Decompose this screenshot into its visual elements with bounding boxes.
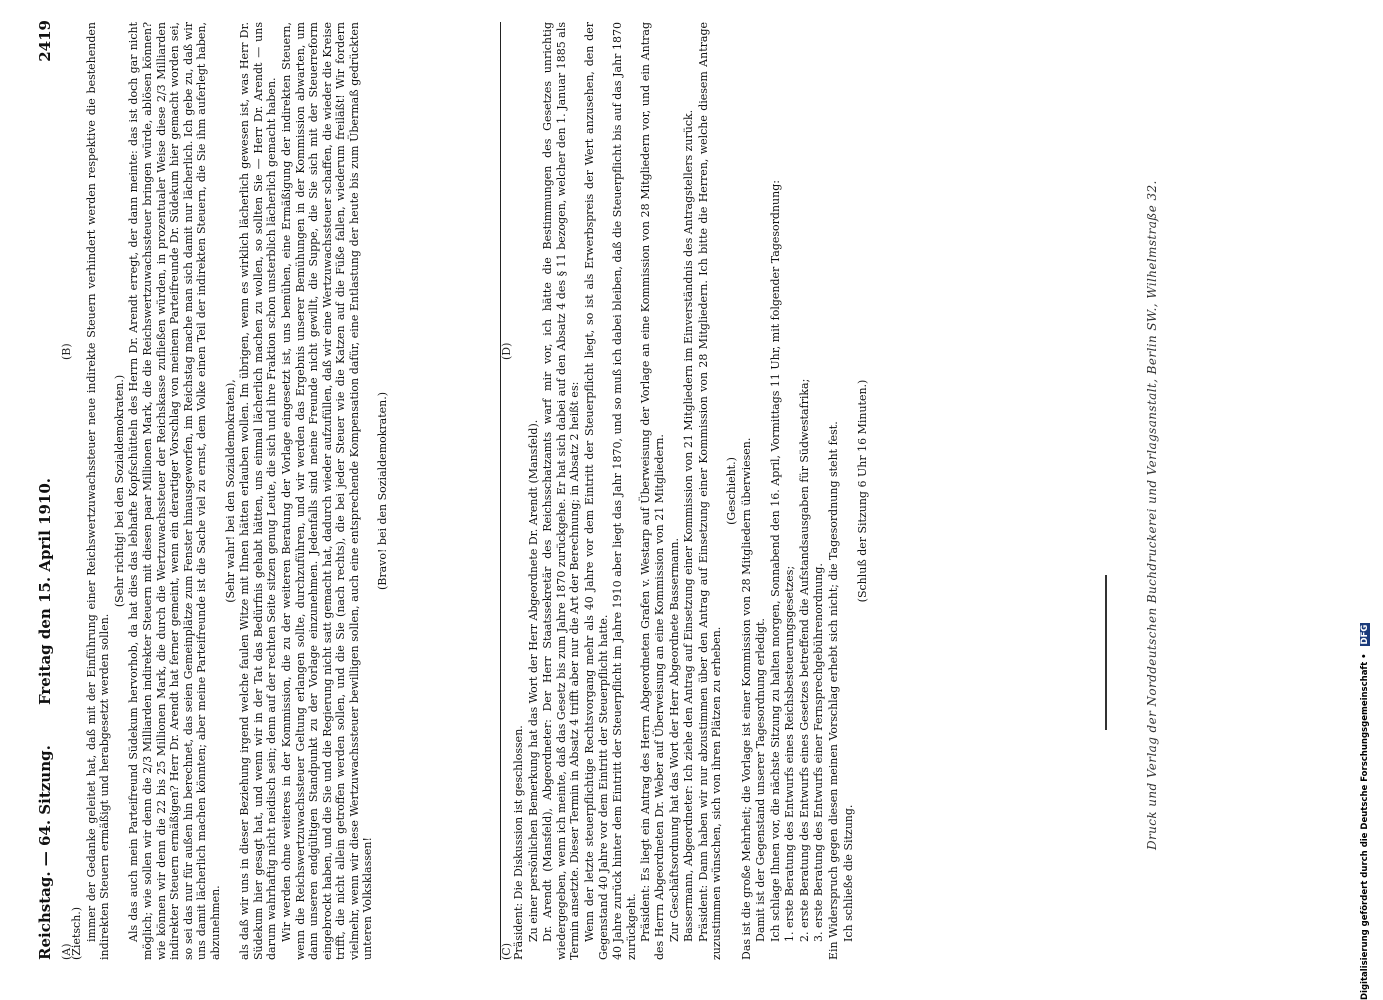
separator-rule bbox=[1105, 575, 1107, 730]
paragraph: Ich schlage Ihnen vor, die nächste Sitzung zu halten morgen, Sonnabend den 16. April, Vormittags 11 Uhr, mit folgender Tagesordnung: bbox=[768, 180, 782, 942]
margin-mark-d: (D) bbox=[500, 342, 513, 360]
paragraph: Zu einer persönlichen Bemerkung hat das Wort der Herr Abgeordnete Dr. Arendt (Mansfeld). bbox=[526, 419, 540, 942]
digitization-credit bbox=[1360, 0, 1370, 1000]
paragraph: Ich schließe die Sitzung. bbox=[841, 804, 855, 942]
paragraph: Zur Geschäftsordnung hat das Wort der Herr Abgeordnete Bassermann. bbox=[667, 538, 681, 942]
left-column bbox=[70, 22, 490, 960]
dfg-logo: DFG bbox=[1360, 624, 1370, 645]
column-divider bbox=[500, 22, 501, 960]
interjection: (Geschieht.) bbox=[724, 457, 738, 525]
header-date: Freitag den 15. April 1910. bbox=[36, 478, 54, 705]
paragraph: immer der Gedanke geleitet hat, daß mit der Einführung einer Reichswertzuwachssteuer neue indirekte Steuern verhindert werden respektive die bestehenden indirekten Steuern ermäßigt und herabgesetzt werden sollen. bbox=[84, 22, 112, 960]
paragraph: Präsident: Die Diskussion ist geschlossen. bbox=[512, 725, 525, 960]
agenda-item: 2. erste Beratung des Entwurfs eines Gesetzes betreffend die Aufstandsausgaben für Südwestafrika; bbox=[797, 378, 811, 942]
paragraph: Präsident: Es liegt ein Antrag des Herrn Abgeordneten Grafen v. Westarp auf Überweisung der Vorlage an eine Kommission von 28 Mitgliedern vor, und ein Antrag des Herrn Abgeordneten Dr. Weber auf Überweisung an eine Kommission von 21 Mitgliedern. bbox=[639, 22, 666, 960]
interjection: (Sehr richtig! bei den Sozialdemokraten.) bbox=[112, 374, 126, 608]
paragraph: Dr. Arendt (Mansfeld), Abgeordneter: Der Herr Staatssekretär des Reichsschatzamts warf mir vor, ich hätte die Bestimmungen des Gesetzes unrichtig wiedergegeben, wenn ich meinte, daß das Gesetz bis zum Jahre 1870 zurückgehe. Er hat sich dabei auf den Absatz 4 des § 11 bezogen, welcher den 1. Januar 1885 als Termin ansetzte. Dieser Termin in Absatz 4 trifft aber nur die Art der Berechnung; in Absatz 2 heißt es: bbox=[541, 22, 582, 960]
interjection: (Sehr wahr! bei den Sozialdemokraten), bbox=[223, 379, 237, 603]
paragraph: Ein Widerspruch gegen diesen meinen Vorschlag erhebt sich nicht; die Tagesordnung steht fest. bbox=[827, 421, 841, 960]
paragraph: Als das auch mein Parteifreund Südekum hervorhob, da hat dies das lebhafte Kopfschütteln des Herrn Dr. Arendt erregt, der dann meinte: das ist doch gar nicht möglich; wie sollen wir denn die 2/3 Milliarden indirekter Steuern mit diesen paar Millionen Mark, die die Reichswertzuwachssteuer bringen würde, ablösen können? wie können wir denn die 22 bis 25 Millionen Mark, die durch die Wertzuwachssteuer der Reichskasse zufließen würden, in prozentualer Weise diese 2/3 Milliarden indirekter Steuern ermäßigen? Herr Dr. Arendt hat ferner gemeint, wenn ein derartiger Vorschlag von meinem Parteifreunde Dr. Südekum hier gemacht worden sei, so sei das nur für außen hin berechnet, das seien Gemeinplätze zum Fenster hinausgeworfen, im Reichstag mache man sich damit nur lächerlich. Ich gebe zu, daß wir uns damit lächerlich machen könnten; aber meine Parteifreunde ist die Sache viel zu ernst, dem Volke einen Teil der indirekten Steuern, die Sie ihm auferlegt haben, abzunehmen. bbox=[127, 22, 222, 960]
agenda-item: 1. erste Beratung des Entwurfs eines Reichsbesteuerungsgesetzes; bbox=[783, 565, 797, 942]
paragraph: Bassermann, Abgeordneter: Ich ziehe den Antrag auf Einsetzung einer Kommission von 21 Mitgliedern im Einverständnis des Antragstellers zurück. bbox=[682, 109, 696, 942]
paragraph: Damit ist der Gegenstand unserer Tagesordnung erledigt. bbox=[754, 618, 768, 942]
right-column bbox=[512, 22, 942, 960]
paragraph: 40 Jahre zurück hinter dem Eintritt der Steuerpflicht im Jahre 1910 aber liegt das Jahr 1870, und so muß ich dabei bleiben, daß die Steuerpflicht bis auf das Jahr 1870 zurückgeht. bbox=[611, 22, 638, 960]
paragraph: Das ist die große Mehrheit; die Vorlage ist einer Kommission von 28 Mitgliedern überwiesen. bbox=[739, 437, 753, 960]
printer-imprint: Druck und Verlag der Norddeutschen Buchdruckerei und Verlagsanstalt, Berlin SW., Wilhelmstraße 32. bbox=[1145, 180, 1159, 850]
margin-mark-a: (A) bbox=[60, 943, 73, 960]
interjection: (Bravo! bei den Sozialdemokraten.) bbox=[376, 391, 390, 591]
page-number: 2419 bbox=[36, 20, 54, 62]
paragraph: Wir werden ohne weiteres in der Kommission, die zu der weiteren Beratung der Vorlage eingesetzt ist, uns bemühen, eine Ermäßigung der indirekten Steuern, wenn die Reichswertzuwachssteuer Geltung erlangen sollte, durchzuführen, und wir werden das Ergebnis unserer Bemühungen in der Kommission abwarten, um dann unseren endgültigen Standpunkt zu der Vorlage einzunehmen. Jedenfalls sind meine Freunde nicht gewillt, die Suppe, die Sie sich mit der Steuerreform eingebrockt haben, und die Sie und die Regierung nicht satt gemacht hat, dadurch wieder aufzufüllen, daß wir eine Wertzuwachssteuer schaffen, die wieder die Kreise trifft, die nicht allein getroffen werden sollen, und die Sie (nach rechts), die bei jeder Steuer wie die Katzen auf die Füße fallen, wiederum freiläßt! Wir fordern vielmehr, wenn wir diese Wertzuwachssteuer bewilligen sollen, auch eine entsprechende Kompensation dafür, eine Entlastung der heute bis zum Übermaß gedrückten unteren Volksklassen! bbox=[279, 22, 375, 960]
header-left: Reichstag. — 64. Sitzung. bbox=[36, 745, 54, 960]
speaker-note: (Zietsch.) bbox=[70, 906, 83, 960]
margin-mark-b: (B) bbox=[60, 343, 73, 360]
paragraph: Präsident: Dann haben wir nur abzustimmen über den Antrag auf Einsetzung einer Kommission von 28 Mitgliedern. Ich bitte die Herren, welche diesem Antrage zuzustimmen wünschen, sich von ihren Plätzen zu erheben. bbox=[696, 22, 724, 960]
digitization-text: Digitalisierung gefördert durch die Deutsche Forschungsgemeinschaft • bbox=[1360, 653, 1370, 1000]
closing-note: (Schluß der Sitzung 6 Uhr 16 Minuten.) bbox=[856, 379, 870, 603]
page-header bbox=[36, 20, 62, 960]
quotation: Wenn der letzte steuerpflichtige Rechtsvorgang mehr als 40 Jahre vor dem Eintritt der Steuerpflicht liegt, so ist als Erwerbspreis der Wert anzusehen, den der Gegenstand 40 Jahre vor dem Eintritt der Steuerpflicht hatte. bbox=[582, 22, 610, 960]
margin-mark-c: (C) bbox=[500, 943, 513, 960]
agenda-item: 3. erste Beratung des Entwurfs einer Fernsprechgebührenordnung. bbox=[812, 563, 826, 942]
paragraph: als daß wir uns in dieser Beziehung irgend welche faulen Witze mit Ihnen hätten erlauben wollen. Im übrigen, wenn es wirklich lächerlich gewesen ist, was Herr Dr. Südekum hier gesagt hat, und wenn wir in der Tat das Bedürfnis gehabt hätten, uns einmal lächerlich machen zu wollen, so sollten Sie — Herr Dr. Arendt — uns darum wahrhaftig nicht neidisch sein; denn auf der rechten Seite sitzen genug Leute, die sich und ihre Fraktion schon unsterblich lächerlich gemacht haben. bbox=[238, 22, 279, 960]
